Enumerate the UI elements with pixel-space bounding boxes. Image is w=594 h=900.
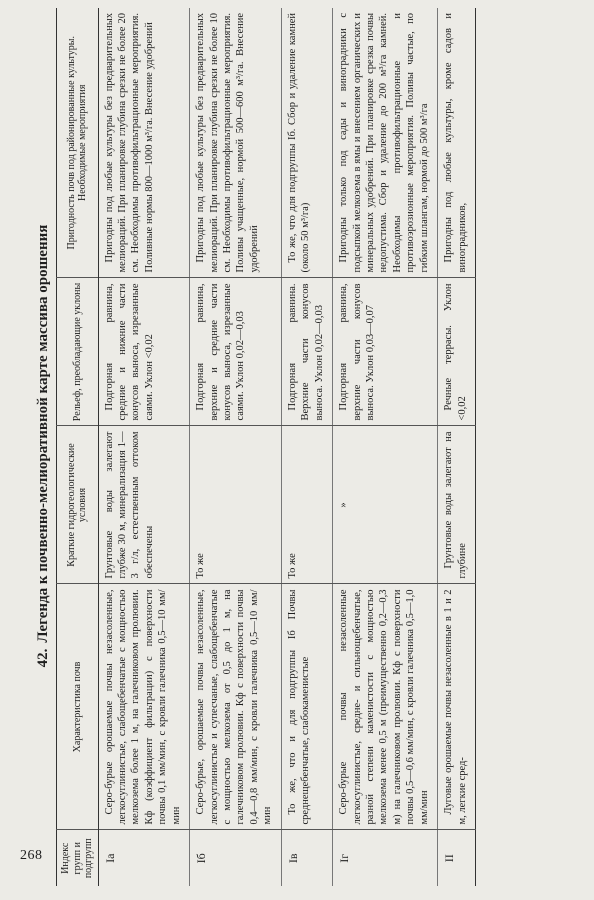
page-number: 268 <box>20 848 43 863</box>
relief-slope: Речные террасы. Уклон <0,02 <box>438 278 476 426</box>
header-soil: Характеристика почв <box>57 584 99 830</box>
table-row <box>333 8 438 886</box>
group-index: Iг <box>333 830 438 886</box>
suitability-measures: Пригодны только под сады и виноградники с подсыпкой мелкозема в ямы и внесением органических и минеральных удобрений. При планировке срезка почвы недопустима. Сбор и удаление до 200 м³/га камней. Необходимы противофильтрационные и противоэрозионные мероприятия. Поливы частые, по гибким шлангам, нормой до 500 м³/га <box>333 8 438 278</box>
table-number: 42. <box>35 648 51 668</box>
relief-slope: Подгорная равнина, верхние части конусов выноса. Уклон 0,03—0,07 <box>333 278 438 426</box>
group-index: Iб <box>190 830 282 886</box>
group-index: II <box>438 830 476 886</box>
header-hydro: Краткие гидрогеологические условия <box>57 426 99 584</box>
hydro-conditions: То же <box>190 426 282 584</box>
relief-slope: Подгорная равнина. Верхние части конусов выноса. Уклон 0,02—0,03 <box>281 278 332 426</box>
soil-description: То же, что и для подгруппы Iб Почвы среднещебенчатые, слабокаменистые <box>281 584 332 830</box>
header-suitability: Пригодность почв под районированные культуры. Необходимые мероприятия <box>57 8 99 278</box>
soil-description: Луговые орошаемые почвы незасоленные в 1 и 2 м, легкие сред- <box>438 584 476 830</box>
soil-description: Серо-бурые орошаемые почвы незасоленные, легкосуглинистые, слабощебенчатые с мощностью мелкозема более 1 м, на галечниковом пролювии. Кф (коэффициент фильтрации) с поверхности почвы 0,1 мм/мин, с кровли галечника 0,5—10 мм/мин <box>98 584 190 830</box>
soil-description: Серо-бурые почвы незасоленные легкосуглинистые, средне- и сильнощебенчатые, разной степени каменистости с мощностью мелкозема менее 0,5 м (преимущественно 0,2—0,3 м) на галечниковом пролювии. Кф с поверхности почвы 0,5—0,6 мм/мин, с кровли галечника 0,5—1,0 мм/мин <box>333 584 438 830</box>
group-index: Iв <box>281 830 332 886</box>
table-row <box>438 8 476 886</box>
table-caption <box>30 6 56 886</box>
table-row <box>98 8 190 886</box>
suitability-measures: Пригодны под любые культуры, кроме садов и виноградников, <box>438 8 476 278</box>
header-relief: Рельеф, преобладающие уклоны <box>57 278 99 426</box>
suitability-measures: То же, что для подгруппы Iб. Сбор и удаление камней (около 50 м³/га) <box>281 8 332 278</box>
table-row <box>281 8 332 886</box>
hydro-conditions: Грунтовые воды залегают глубже 30 м, минерализация 1—3 г/л, естественным оттоком обеспечены <box>98 426 190 584</box>
hydro-conditions: То же <box>281 426 332 584</box>
hydro-conditions: Грунтовые воды залегают на глубине <box>438 426 476 584</box>
table-row <box>190 8 282 886</box>
rotated-table-block <box>30 6 570 886</box>
suitability-measures: Пригодны под любые культуры без предварительных мелиораций. При планировке глубина срезки не более 10 см. Необходимы противофильтрационные мероприятия. Поливы учащенные, нормой 500—600 м³/га. Внесение удобрений <box>190 8 282 278</box>
table-title: Легенда к почвенно-мелиоративной карте массива орошения <box>35 224 51 643</box>
hydro-conditions: » <box>333 426 438 584</box>
suitability-measures: Пригодны под любые культуры без предварительных мелиораций. При планировке глубина срезки не более 20 см. Необходимы противофильтрационные мероприятия. Поливные нормы 800—1000 м³/га. Внесение удобрений <box>98 8 190 278</box>
header-row <box>57 8 99 886</box>
relief-slope: Подгорная равнина, верхние и средние части конусов выноса, изрезанные саями. Уклон 0,02—0,03 <box>190 278 282 426</box>
group-index: Iа <box>102 853 117 863</box>
header-index: Индекс групп и подгрупп <box>57 830 99 886</box>
relief-slope: Подгорная равнина, средние и нижние части конусов выноса, изрезанные саями. Уклон <0,02 <box>98 278 190 426</box>
soil-description: Серо-бурые, орошаемые почвы незасоленные, легкосуглинистые и супесчаные, слабощебенчатые с мощностью мелкозема от 0,5 до 1 м, на галечниковом пролювии. Кф с поверхности почвы 0,4—0,8 мм/мин, с кровли галечника 0,5—10 мм/мин <box>190 584 282 830</box>
legend-table <box>56 8 476 886</box>
